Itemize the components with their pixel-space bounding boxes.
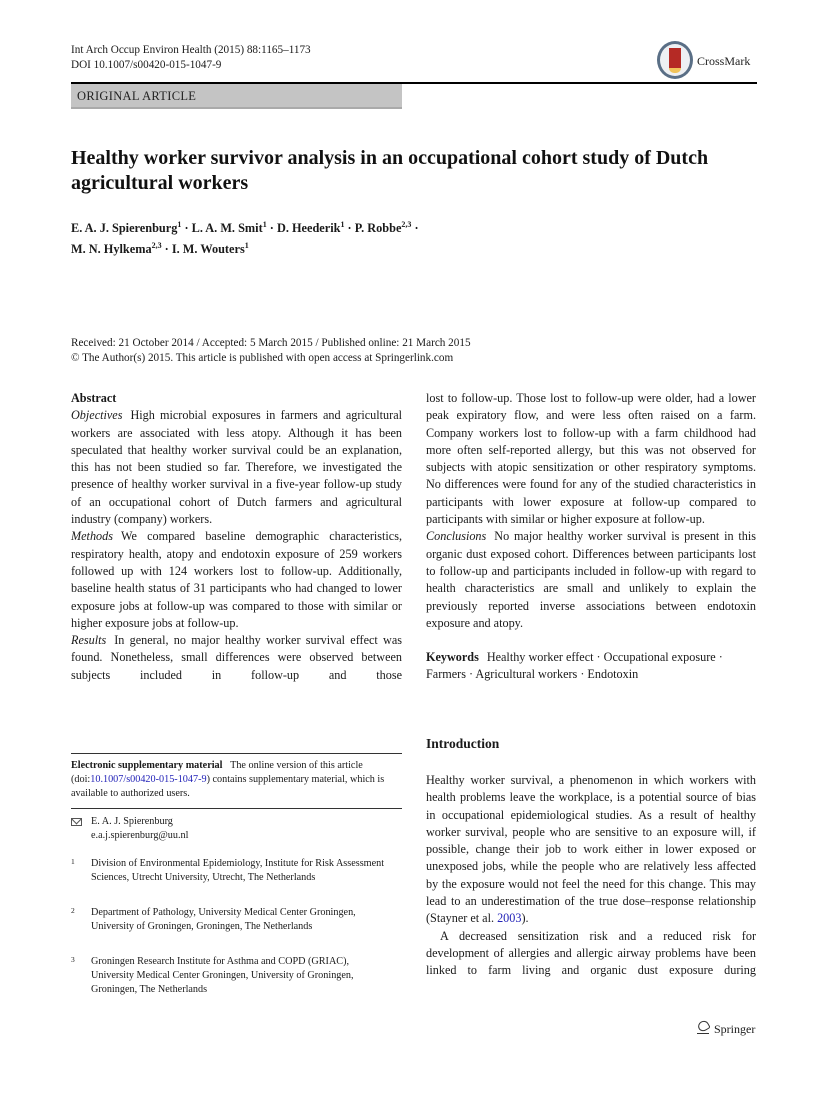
objectives-label: Objectives	[71, 408, 123, 423]
footnote-divider	[71, 753, 402, 754]
article-type-banner	[71, 84, 402, 109]
contact-name: E. A. J. Spierenburg	[91, 816, 173, 827]
affiliation-text: Department of Pathology, University Medical Center Groningen, University of Groningen, Groningen, The Netherlands	[91, 907, 356, 932]
introduction-body	[426, 772, 756, 980]
esm-doi-link[interactable]: 10.1007/s00420-015-1047-9	[90, 774, 207, 785]
article-title: Healthy worker survivor analysis in an occupational cohort study of Dutch agricultural workers	[71, 147, 709, 194]
results-label: Results	[71, 633, 107, 648]
author[interactable]: L. A. M. Smit$^1$	[191, 220, 267, 236]
intro-paragraph: Healthy worker survival, a phenomenon in which workers with health problems leave the workplace, is a potential source of bias in occupational epidemiological studies. As a result of healthy worker survival, people who are sensitive to an exposure will, if possible, change their job to work either in lower exposed or unexposed jobs, while the people who are relatively less affected by the exposure would not feel the need for this change. This may lead to an underestimation of the true dose–response relationship (Stayner et al. 2003).	[426, 773, 756, 926]
author-list: E. A. J. Spierenburg$^1$ · L. A. M. Smit$^1$ · D. Heederik$^1$ · P. Robbe$^{2,3}$ · M. N. Hylkema$^{2,3}$ · I. M. Wouters$^1$	[71, 220, 419, 257]
abstract-right-column	[426, 390, 756, 684]
journal-citation: Int Arch Occup Environ Health (2015) 88:1165–1173	[71, 44, 311, 56]
crossmark-icon	[657, 41, 693, 79]
affiliation-number: 2	[71, 906, 75, 915]
methods-label: Methods	[71, 529, 113, 544]
supplementary-material-note: Electronic supplementary material The online version of this article (doi:10.1007/s00420-015-1047-9) contains supplementary material, which is available to authorized users.	[71, 760, 385, 799]
abstract-conclusions: Conclusions No major healthy worker survival is present in this organic dust exposed cohort. Differences between participants lost to follow-up and participants included in follow-up with regard to health characteristics are small and unlikely to explain the previously reported inverse associations between endotoxin exposure and atopy.	[426, 529, 756, 630]
affiliation-text: Groningen Research Institute for Asthma and COPD (GRIAC), University Medical Center Groningen, University of Groningen, Groningen, The Netherlands	[91, 956, 354, 995]
keywords-label: Keywords	[426, 650, 479, 665]
citation-link[interactable]: 2003	[497, 911, 522, 926]
history-dates: Received: 21 October 2014 / Accepted: 5 March 2015 / Published online: 21 March 2015	[71, 337, 471, 349]
affiliation-number: 3	[71, 955, 75, 964]
keywords: Keywords Healthy worker effect · Occupational exposure · Farmers · Agricultural workers · Endotoxin	[426, 650, 723, 682]
journal-header	[71, 43, 311, 73]
author[interactable]: P. Robbe$^{2,3}$	[354, 220, 412, 236]
esm-label: Electronic supplementary material	[71, 760, 223, 771]
contact-email[interactable]: e.a.j.spierenburg@uu.nl	[91, 830, 189, 841]
copyright-line: © The Author(s) 2015. This article is published with open access at Springerlink.com	[71, 352, 454, 364]
author[interactable]: M. N. Hylkema$^{2,3}$	[71, 241, 162, 257]
author[interactable]: D. Heederik$^1$	[276, 220, 345, 236]
author[interactable]: E. A. J. Spierenburg$^1$	[71, 220, 182, 236]
intro-paragraph: A decreased sensitization risk and a reduced risk for development of allergies and allergic airway problems have been linked to farm living and organic dust exposure during	[426, 928, 756, 978]
corresponding-author	[71, 815, 371, 845]
article-type: ORIGINAL ARTICLE	[77, 89, 197, 103]
affiliation-text: Division of Environmental Epidemiology, Institute for Risk Assessment Sciences, Utrecht University, Utrecht, The Netherlands	[91, 858, 385, 883]
affiliation	[71, 857, 391, 899]
abstract-results: Results In general, no major healthy worker survival effect was found. Nonetheless, small differences were observed between subjects included in follow-up and those	[71, 633, 402, 682]
footnote-divider-2	[71, 808, 402, 809]
abstract-methods: Methods We compared baseline demographic characteristics, respiratory health, atopy and endotoxin exposure of 259 workers followed up with 124 workers lost to follow-up. Additionally, baseline health status of 31 participants who had changed to lower exposure jobs at follow-up was compared to those with similar or higher exposure jobs at follow-up.	[71, 529, 402, 630]
abstract-heading: Abstract	[71, 391, 117, 405]
doi-line: DOI 10.1007/s00420-015-1047-9	[71, 59, 222, 71]
springer-horse-icon	[697, 1021, 709, 1034]
abstract-objectives: Objectives High microbial exposures in farmers and agricultural workers are associated with less atopy. Although it has been speculated that healthy worker survival could be an explanation, this has not been studied so far. Therefore, we investigated the presence of healthy worker survival in a five-year follow-up study of an occupational cohort of Dutch farmers and agricultural industry (company) workers.	[71, 408, 402, 527]
affiliation	[71, 906, 391, 948]
affiliation-number: 1	[71, 857, 75, 866]
envelope-icon	[71, 818, 82, 826]
crossmark-badge[interactable]	[657, 41, 777, 81]
publisher-logo	[697, 1021, 755, 1037]
introduction-heading: Introduction	[426, 736, 500, 751]
conclusions-label: Conclusions	[426, 529, 487, 544]
crossmark-label: CrossMark	[697, 54, 751, 68]
affiliation	[71, 955, 391, 997]
publisher-name: Springer	[714, 1022, 756, 1036]
author[interactable]: I. M. Wouters$^1$	[171, 241, 249, 257]
abstract-results-continued: lost to follow-up. Those lost to follow-up were older, had a lower peak expiratory flow, and were less often raised on a farm. Company workers lost to follow-up with a farm childhood had more often self-reported allergy, but this was not observed for subjects with atopic sensitization or other respiratory symptoms. No differences were found for any of the studied characteristics in participants with lower exposure at follow-up compared to participants with similar or higher exposure at follow-up.	[426, 391, 756, 527]
abstract-left-column	[71, 390, 402, 684]
publication-dates	[71, 336, 471, 366]
